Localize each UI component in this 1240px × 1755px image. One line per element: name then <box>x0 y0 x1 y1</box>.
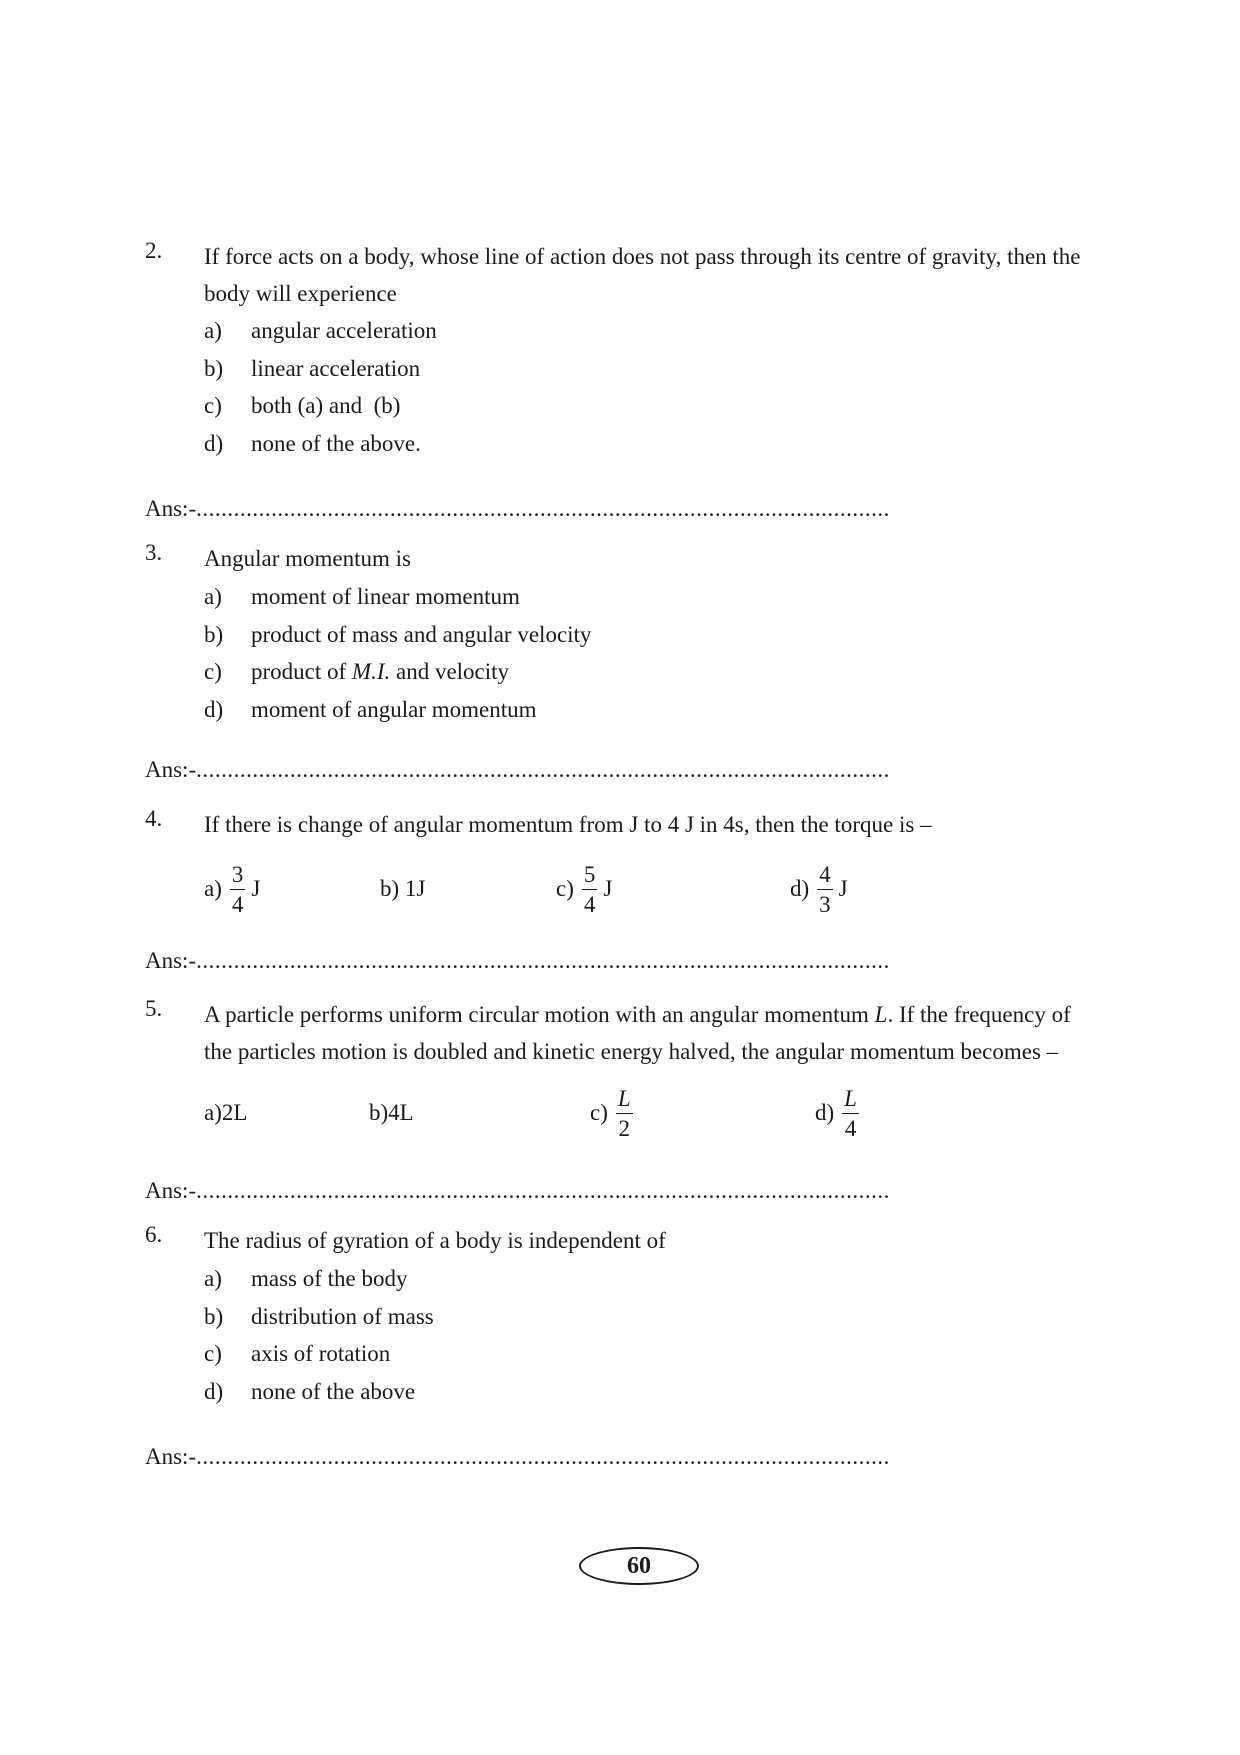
option-unit: J <box>251 876 261 901</box>
option-a <box>204 1078 247 1148</box>
option-label: a) <box>204 876 222 901</box>
option-label: a) <box>204 318 222 343</box>
answer-label: Ans:- <box>145 1444 197 1469</box>
option-text: 4L <box>388 1100 414 1125</box>
question-number: 3. <box>145 540 163 565</box>
fraction-denominator: 3 <box>819 891 831 917</box>
option-b <box>369 1078 414 1148</box>
option-label: d) <box>204 696 224 722</box>
page-number: 60 <box>627 1552 651 1579</box>
option-label: c) <box>590 1100 608 1125</box>
question-text <box>204 806 1164 843</box>
option-d <box>790 854 848 924</box>
option-label: c) <box>556 876 574 901</box>
options-row <box>204 1078 1104 1148</box>
option-text: axis of rotation <box>251 1341 391 1366</box>
option-text-part: product of <box>251 659 352 684</box>
answer-line-2[interactable] <box>145 496 890 522</box>
question-number: 6. <box>145 1222 163 1247</box>
option-c <box>556 854 612 924</box>
option-text: both (a) and (b) <box>251 393 401 418</box>
question-text <box>204 238 1164 312</box>
option-label: d) <box>815 1100 835 1125</box>
option-text: none of the above <box>251 1378 416 1404</box>
option-text: moment of angular momentum <box>251 696 537 722</box>
option-fraction <box>616 1087 633 1140</box>
fraction-numerator: 3 <box>230 863 246 890</box>
option-label: d) <box>790 876 810 901</box>
question-text-line: body will experience <box>204 281 397 306</box>
option-label: c) <box>204 659 222 684</box>
fraction-numerator: 5 <box>582 863 598 890</box>
option-text: linear acceleration <box>251 355 421 381</box>
answer-label: Ans:- <box>145 496 197 521</box>
option-fraction <box>817 863 833 916</box>
option-text: none of the above. <box>251 430 421 456</box>
question-text-line: Angular momentum is <box>204 546 411 571</box>
answer-line-6[interactable] <box>145 1444 890 1470</box>
answer-line-3[interactable] <box>145 757 890 783</box>
question-text-line: the particles motion is doubled and kinetic energy halved, the angular momentum becomes – <box>204 1039 1059 1064</box>
option-a <box>204 854 260 924</box>
question-text-italic: L <box>874 1002 888 1027</box>
answer-dots: ............................................................................................................... <box>196 496 890 521</box>
option-unit: J <box>603 876 613 901</box>
question-text-part: . If the frequency of <box>887 1002 1071 1027</box>
option-label: a) <box>204 1100 222 1125</box>
question-text-line: If force acts on a body, whose line of action does not pass through its centre of gravity, then the <box>204 244 1081 269</box>
option-text: moment of linear momentum <box>251 584 520 609</box>
fraction-denominator: 4 <box>583 891 596 917</box>
fraction-numerator: L <box>842 1087 859 1114</box>
option-fraction <box>582 863 598 916</box>
option-text: mass of the body <box>251 1266 408 1291</box>
options-row <box>204 854 1104 924</box>
option-label: a) <box>204 584 222 609</box>
option-unit: J <box>838 876 848 901</box>
question-number: 5. <box>145 996 163 1021</box>
question-text-part: A particle performs uniform circular motion with an angular momentum <box>204 1002 875 1027</box>
question-text-line: The radius of gyration of a body is independent of <box>204 1228 666 1253</box>
option-label: b) <box>204 621 224 647</box>
question-number: 2. <box>145 238 163 263</box>
question-text <box>204 540 1164 577</box>
option-text: product of mass and angular velocity <box>251 621 592 647</box>
option-fraction <box>230 863 246 916</box>
option-label: a) <box>204 1266 222 1291</box>
fraction-numerator: 4 <box>817 863 833 890</box>
answer-dots: ............................................................................................................... <box>196 757 890 782</box>
answer-dots: ............................................................................................................... <box>196 948 890 973</box>
answer-label: Ans:- <box>145 757 197 782</box>
page-number-badge <box>579 1547 699 1585</box>
option-text <box>251 653 509 691</box>
option-label: b) <box>204 355 224 381</box>
answer-label: Ans:- <box>145 948 197 973</box>
option-label: d) <box>204 430 224 456</box>
option-text: angular acceleration <box>251 318 437 343</box>
option-text: 1J <box>404 876 426 901</box>
question-number: 4. <box>145 806 163 831</box>
answer-label: Ans:- <box>145 1178 197 1203</box>
option-text: distribution of mass <box>251 1303 434 1329</box>
option-c <box>590 1078 639 1148</box>
fraction-denominator: 2 <box>618 1115 631 1141</box>
question-text <box>204 996 1164 1070</box>
option-text: 2L <box>221 1100 248 1125</box>
answer-dots: ............................................................................................................... <box>196 1178 890 1203</box>
option-text-part: and velocity <box>390 659 510 684</box>
fraction-denominator: 4 <box>844 1115 857 1141</box>
answer-dots: ............................................................................................................... <box>196 1444 890 1469</box>
answer-line-4[interactable] <box>145 948 890 974</box>
option-label: b) <box>369 1100 389 1125</box>
question-text-line: If there is change of angular momentum from J to 4 J in 4s, then the torque is – <box>204 812 932 837</box>
fraction-denominator: 4 <box>231 891 244 917</box>
option-label: b) <box>380 876 400 901</box>
option-d <box>815 1078 865 1148</box>
option-b <box>380 854 425 924</box>
question-text <box>204 1222 1164 1259</box>
option-label: c) <box>204 1341 222 1366</box>
option-text-italic: M.I. <box>351 659 391 684</box>
fraction-numerator: L <box>616 1087 633 1114</box>
option-label: b) <box>204 1303 224 1329</box>
option-fraction <box>842 1087 859 1140</box>
question-text-line <box>204 996 1164 1033</box>
answer-line-5[interactable] <box>145 1178 890 1204</box>
option-label: d) <box>204 1378 224 1404</box>
option-label: c) <box>204 393 222 418</box>
